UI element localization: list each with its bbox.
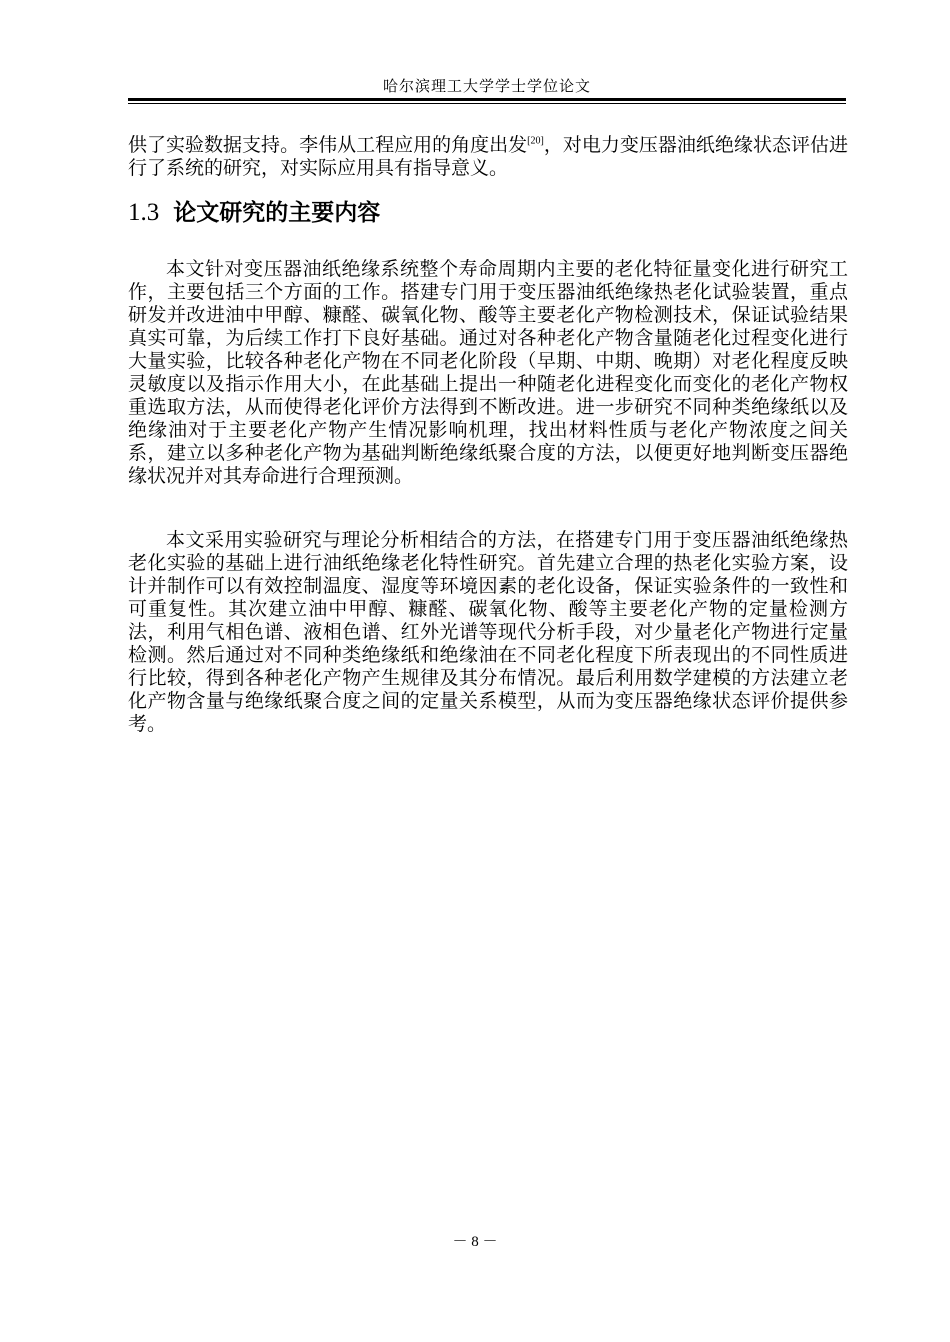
header-rule-thick (128, 98, 846, 101)
citation-ref: [20] (527, 135, 544, 147)
continued-text-before-ref: 供了实验数据支持。李伟从工程应用的角度出发 (128, 134, 528, 156)
header-rule-thin (128, 103, 846, 104)
continued-paragraph (128, 134, 848, 180)
section-title: 论文研究的主要内容 (173, 200, 381, 226)
running-header: 哈尔滨理工大学学士学位论文 (382, 77, 591, 95)
continued-text-after-ref: ，对电力变压器油纸绝缘状态评估进行了系统的研究，对实际应用具有指导意义。 (128, 134, 848, 179)
section-heading (128, 196, 380, 229)
paragraph-1: 本文针对变压器油纸绝缘系统整个寿命周期内主要的老化特征量变化进行研究工作，主要包括三个方面的工作。搭建专门用于变压器油纸绝缘热老化试验装置，重点研发并改进油中甲醇、糠醛、碳氧化物、酸等主要老化产物检测技术，保证试验结果真实可靠，为后续工作打下良好基础。通过对各种老化产物含量随老化过程变化进行大量实验，比较各种老化产物在不同老化阶段（早期、中期、晚期）对老化程度反映灵敏度以及指示作用大小，在此基础上提出一种随老化进程变化而变化的老化产物权重选取方法，从而使得老化评价方法得到不断改进。进一步研究不同种类绝缘纸以及绝缘油对于主要老化产物产生情况影响机理，找出材料性质与老化产物浓度之间关系，建立以多种老化产物为基础判断绝缘纸聚合度的方法，以便更好地判断变压器绝缘状况并对其寿命进行合理预测。 (128, 258, 848, 487)
page-number: － 8 － (452, 1234, 498, 1250)
section-number: 1.3 (128, 199, 160, 226)
paragraph-2: 本文采用实验研究与理论分析相结合的方法，在搭建专门用于变压器油纸绝缘热老化实验的基础上进行油纸绝缘老化特性研究。首先建立合理的热老化实验方案，设计并制作可以有效控制温度、湿度等环境因素的老化设备，保证实验条件的一致性和可重复性。其次建立油中甲醇、糠醛、碳氧化物、酸等主要老化产物的定量检测方法，利用气相色谱、液相色谱、红外光谱等现代分析手段，对少量老化产物进行定量检测。然后通过对不同种类绝缘纸和绝缘油在不同老化程度下所表现出的不同性质进行比较，得到各种老化产物产生规律及其分布情况。最后利用数学建模的方法建立老化产物含量与绝缘纸聚合度之间的定量关系模型，从而为变压器绝缘状态评价提供参考。 (128, 529, 848, 735)
